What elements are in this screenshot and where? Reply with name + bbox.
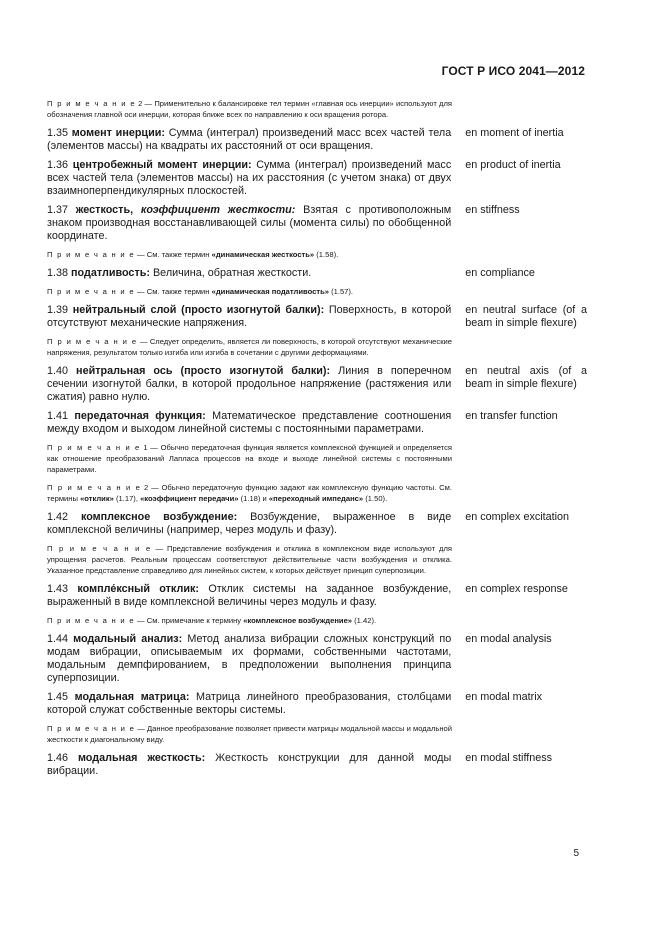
note-label: П р и м е ч а н и е [47, 616, 135, 625]
term-number: 1.40 [47, 365, 69, 377]
term-name: момент инерции: [71, 127, 165, 139]
note-label: П р и м е ч а н и е [47, 724, 136, 733]
note-label: П р и м е ч а н и е [47, 337, 138, 346]
term-number: 1.39 [47, 304, 69, 316]
term-entry-1-38 [47, 267, 587, 280]
note-label: П р и м е ч а н и е [47, 443, 141, 452]
note-dynamic-stiffness [47, 249, 452, 260]
term-definition: Взятая с противоположным знаком производная восстанавливающей силы (момента силы) по обобщенной координате. [47, 204, 452, 242]
note-text: — Обычно передаточная функция является комплексной функцией и определяется как отношение преобразований Лапласа процессов на входе и выходе линейной системы с постоянными параметрами. [47, 443, 452, 474]
term-entry-1-40 [47, 365, 587, 404]
note-transfer-function-2 [47, 482, 452, 504]
term-definition: Сумма (интеграл) произведений масс всех частей тела (элементов массы) на квадраты их расстояний от оси вращения. [47, 127, 452, 152]
term-name: податливость: [71, 267, 150, 279]
term-entry-1-39 [47, 304, 587, 330]
note-modal-matrix [47, 723, 452, 745]
term-entry-1-36 [47, 159, 587, 198]
english-equivalent: en stiffness [465, 204, 520, 216]
note-neutral-surface [47, 336, 452, 358]
note-number: 2 [138, 99, 143, 108]
term-number: 1.44 [47, 633, 69, 645]
term-number: 1.43 [47, 583, 69, 595]
term-synonym: коэффициент жесткости: [133, 204, 296, 216]
english-equivalent: en moment of inertia [465, 127, 564, 139]
note-text: (1.42). [352, 616, 377, 625]
note-transfer-function-1 [47, 442, 452, 475]
term-entry-1-41 [47, 410, 587, 436]
note-label: П р и м е ч а н и е [47, 483, 142, 492]
english-equivalent: en modal analysis [465, 633, 552, 645]
term-number: 1.37 [47, 204, 69, 216]
term-number: 1.41 [47, 410, 69, 422]
term-definition: Отклик системы на заданное возбуждение, выраженный в виде комплексной величины через модуль и фазу. [47, 583, 452, 608]
note-text: — См. также термин [134, 287, 212, 296]
term-reference: «динамическая податливость» [211, 287, 329, 296]
term-name: центробежный момент инерции: [72, 159, 252, 171]
note-label: П р и м е ч а н и е [47, 250, 135, 259]
note-complex-response [47, 615, 452, 626]
note-text: (1.58). [314, 250, 339, 259]
english-equivalent: en compliance [465, 267, 535, 279]
note-text: — Данное преобразование позволяет привести матрицы модальной массы и модальной жесткости к диагональному виду. [47, 724, 452, 744]
note-text: — Обычно передаточную функцию задают как комплексную функцию частоты. См. термины [47, 483, 452, 503]
note-label: П р и м е ч а н и е [47, 287, 135, 296]
note-text: — Следует определить, является ли поверхность, в которой отсутствуют механические напряжения, результатом только изгиба или изгиба в сочетании с другими деформациями. [47, 337, 452, 357]
term-definition: Линия в поперечном сечении изогнутой балки, в которой продольное напряжение (растяжения или сжатия) равно нулю. [47, 365, 452, 403]
note-text: — Применительно к балансировке тел термин «главная ось инерции» используют для обозначения главной оси инерции, которая ближе всех по направлению к оси вращения ротора. [47, 99, 452, 119]
english-equivalent: en complex excitation [465, 511, 570, 523]
note-text: — См. примечание к термину [134, 616, 244, 625]
term-entry-1-35 [47, 127, 587, 153]
english-equivalent: en complex response [465, 583, 568, 595]
term-definition: Математическое представление соотношения между входом и выходом линейной системы с постоянными параметрами. [47, 410, 452, 435]
note-text: (1.50). [363, 494, 388, 503]
term-name: модальный анализ: [73, 633, 183, 645]
term-definition: Поверхность, в которой отсутствуют механические напряжения. [47, 304, 452, 329]
note-label: П р и м е ч а н и е [47, 99, 136, 108]
term-name: нейтральный слой (просто изогнутой балки): [72, 304, 325, 316]
term-name: нейтральная ось (просто изогнутой балки): [76, 365, 331, 377]
term-reference: «динамическая жесткость» [211, 250, 315, 259]
english-equivalent: en modal stiffness [465, 752, 553, 764]
term-number: 1.45 [47, 691, 69, 703]
term-entry-1-46 [47, 752, 587, 778]
note-number: 2 [144, 483, 149, 492]
english-equivalent: en modal matrix [465, 691, 543, 703]
term-entry-1-43 [47, 583, 587, 609]
term-definition: Сумма (интеграл) произведений масс всех частей тела (элементов массы) на их расстояния (с учетом знака) от двух взаимноперпендикулярных плоскостей. [47, 159, 452, 197]
english-equivalent: en neutral surface (of a beam in simple flexure) [465, 304, 587, 329]
note-text: (1.57). [328, 287, 354, 296]
english-equivalent: en transfer function [465, 410, 558, 422]
term-definition: Величина, обратная жесткости. [149, 267, 312, 279]
term-entry-1-42 [47, 511, 587, 537]
english-equivalent: en product of inertia [465, 159, 561, 171]
term-reference: «коэффициент передачи» [140, 494, 239, 503]
term-entry-1-45 [47, 691, 587, 717]
note-text: (1.18) и [238, 494, 269, 503]
term-number: 1.35 [47, 127, 69, 139]
term-name: модальная матрица: [74, 691, 190, 703]
term-name: модальная жесткость: [77, 752, 206, 764]
term-entry-1-37 [47, 204, 587, 243]
note-text: — Представление возбуждения и отклика в комплексном виде используют для упрощения расчетов. Реальным процессам соответствуют действительные части возбуждения и отклика. Указанное представление справедливо для линейных систем, к которых действует принцип суперпозиции. [47, 544, 452, 575]
note-principal-axis [47, 98, 452, 120]
term-name: комплексное возбуждение: [80, 511, 238, 523]
term-number: 1.46 [47, 752, 69, 764]
term-definition: Возбуждение, выраженное в виде комплексной величины (например, через модуль и фазу). [47, 511, 452, 536]
note-number: 1 [143, 443, 148, 452]
note-text: (1.17), [113, 494, 141, 503]
term-name: компле́ксный отклик: [77, 583, 199, 595]
note-complex-excitation [47, 543, 452, 576]
note-dynamic-compliance [47, 286, 452, 297]
term-number: 1.42 [47, 511, 69, 523]
term-definition: Метод анализа вибрации сложных конструкций по модам вибрации, описываемым их формами, собственными частотами, модальным демпфированием, в предположении выполнения принципа суперпозиции. [47, 633, 452, 684]
note-label: П р и м е ч а н и е [47, 544, 152, 553]
page-number: 5 [573, 848, 579, 859]
term-name: жесткость, [75, 204, 134, 216]
term-definition: Жесткость конструкции для данной моды вибрации. [47, 752, 452, 777]
term-entry-1-44 [47, 633, 587, 685]
term-number: 1.38 [47, 267, 69, 279]
term-reference: «переходный импеданс» [268, 494, 364, 503]
term-number: 1.36 [47, 159, 69, 171]
document-body [47, 98, 587, 784]
english-equivalent: en neutral axis (of a beam in simple flexure) [465, 365, 587, 390]
document-header: ГОСТ Р ИСО 2041—2012 [441, 64, 585, 78]
term-reference: «отклик» [80, 494, 114, 503]
note-text: — См. также термин [134, 250, 212, 259]
term-reference: «комплексное возбуждение» [243, 616, 353, 625]
term-name: передаточная функция: [74, 410, 206, 422]
term-definition: Матрица линейного преобразования, столбцами которой служат собственные векторы системы. [47, 691, 452, 716]
